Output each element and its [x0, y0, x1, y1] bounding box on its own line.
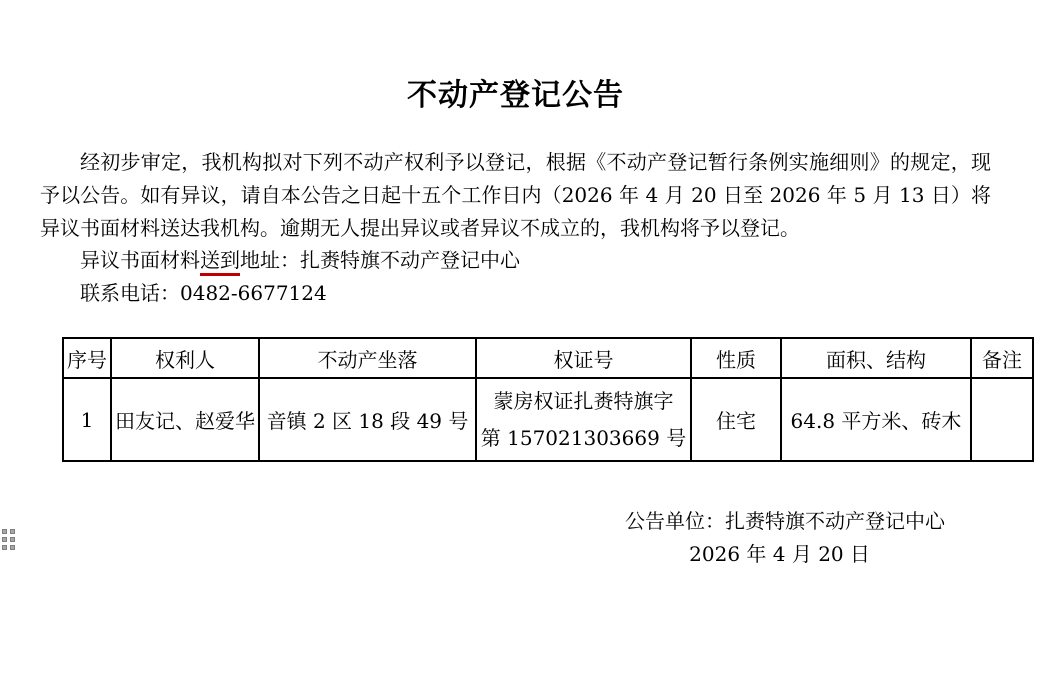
announcing-unit: 公告单位：扎赉特旗不动产登记中心	[625, 509, 945, 533]
cell-remark	[971, 378, 1033, 461]
address-prefix: 异议书面材料	[80, 248, 200, 272]
header-nature: 性质	[691, 338, 781, 378]
header-cert-number: 权证号	[476, 338, 691, 378]
cell-seq: 1	[63, 378, 111, 461]
header-area-structure: 面积、结构	[781, 338, 971, 378]
cell-owner: 田友记、赵爱华	[111, 378, 259, 461]
table-row	[63, 378, 1033, 461]
phone-line: 联系电话：0482-6677124	[80, 281, 327, 305]
header-owner: 权利人	[111, 338, 259, 378]
address-suffix: 地址：扎赉特旗不动产登记中心	[240, 248, 520, 272]
page-title: 不动产登记公告	[407, 78, 624, 113]
notice-paragraph: 经初步审定，我机构拟对下列不动产权利予以登记，根据《不动产登记暂行条例实施细则》的规定，现予以公告。如有异议，请自本公告之日起十五个工作日内（2026 年 4 月 20 日至 2026 年 5 月 13 日）将异议书面材料送达我机构。逾期无人提出异议或者异议不成立的，我机构将予以登记。	[40, 150, 991, 240]
registration-table	[62, 337, 1034, 462]
cert-number-line2: 第 157021303669 号	[480, 425, 687, 450]
cert-number-line1: 蒙房权证扎赉特旗字	[493, 388, 674, 413]
cell-area-structure: 64.8 平方米、砖木	[781, 378, 971, 461]
cell-cert-number	[476, 378, 691, 461]
announcement-date: 2026 年 4 月 20 日	[689, 542, 870, 566]
drag-handle-icon[interactable]	[2, 529, 15, 550]
header-remark: 备注	[971, 338, 1033, 378]
notice-body	[40, 146, 991, 245]
address-underlined-text: 送到	[200, 248, 240, 276]
header-seq: 序号	[63, 338, 111, 378]
address-line	[40, 244, 991, 277]
header-location: 不动产坐落	[259, 338, 476, 378]
table-header-row	[63, 338, 1033, 378]
cell-nature: 住宅	[691, 378, 781, 461]
cell-location: 音镇 2 区 18 段 49 号	[259, 378, 476, 461]
